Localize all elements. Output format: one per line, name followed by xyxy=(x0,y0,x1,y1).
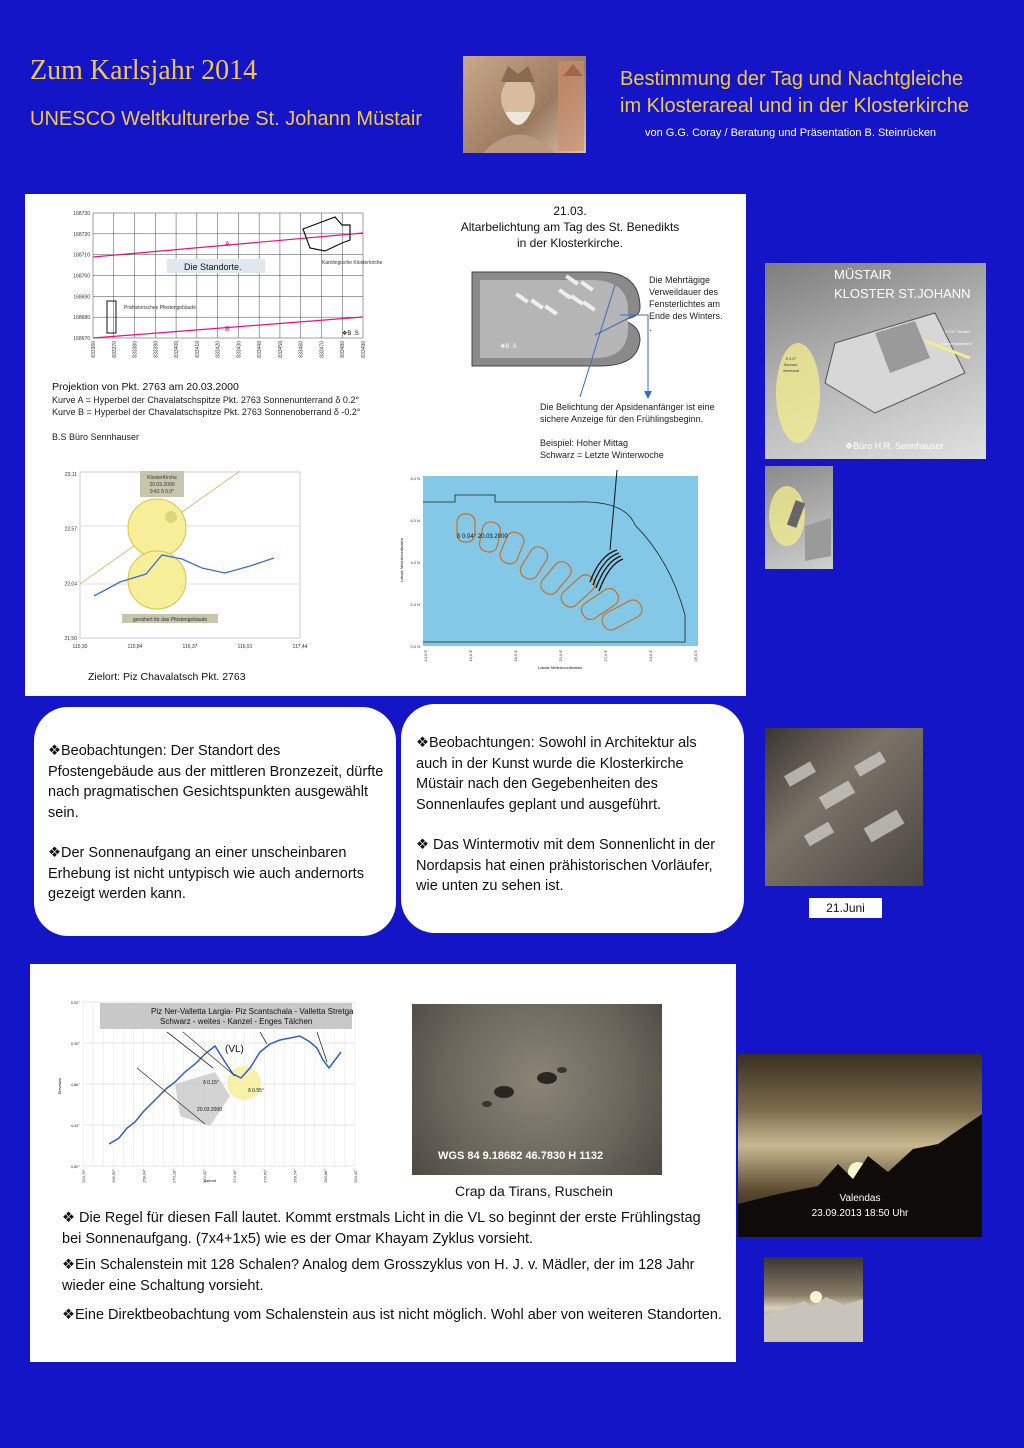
cup-stone-photo xyxy=(412,1004,662,1175)
observation-right-p2: ❖ Das Wintermotiv mit dem Sonnenlicht in der Nordapsis hat einen prähistorischen Vorläufer, wie unten zu sehen ist. xyxy=(416,837,716,894)
klosterkirche-box-line-3: 9:42 δ 0.0° xyxy=(149,489,175,495)
horizon-x-tick: 274,46° xyxy=(232,1169,238,1183)
klosterkirche-box-line-1: KlosterKirche xyxy=(147,475,177,481)
map-x-tick: 833440 xyxy=(257,341,264,358)
sun-disc-lower xyxy=(128,551,186,609)
vl-label: (VL) xyxy=(225,1044,244,1055)
horizon-x-label: Azimut xyxy=(203,1178,217,1183)
map-y-tick: 168710 xyxy=(73,252,90,259)
aerial-detail-drawing xyxy=(765,466,833,569)
direktbeobachtung-text: ❖Eine Direktbeobachtung vom Schalenstein aus ist nicht möglich. Wohl aber von weiteren Standorten. xyxy=(62,1307,722,1323)
horizon-y-tick: 5,39° xyxy=(70,1041,80,1046)
standorte-label: Die Standorte. xyxy=(184,262,242,272)
altar-line-2: in der Klosterkirche. xyxy=(516,236,624,250)
map-x-tick: 833360 xyxy=(91,341,97,358)
curve-b-description: Kurve B = Hyperbel der Chavalatschspitze Pkt. 2763 Sonnenoberrand δ -0.2° xyxy=(52,407,361,417)
map-y-tick: 168680 xyxy=(73,315,90,322)
beispiel-note xyxy=(540,437,664,461)
map-y-tick: 168670 xyxy=(73,336,90,342)
mehrtaegige-line-5: . xyxy=(649,323,652,333)
klosterkirche-box-line-2: 20.03.2000 xyxy=(149,482,175,488)
projection-title: Projektion von Pkt. 2763 am 20.03.2000 xyxy=(52,381,239,393)
horizon-y-tick: 4,33° xyxy=(70,1123,80,1128)
cup-stone-coordinates: WGS 84 9.18682 46.7830 H 1132 xyxy=(438,1150,604,1162)
site-map-chart xyxy=(60,203,383,365)
prehistoric-label: Prähistorisches Pfostengebäude xyxy=(124,305,196,311)
wall-light-drawing xyxy=(765,728,923,886)
sunset-photo xyxy=(738,1054,982,1237)
map-x-tick: 833400 xyxy=(174,341,181,358)
belichtung-line-2: sichere Anzeige für den Frühlingsbeginn. xyxy=(540,414,704,424)
observation-right-p1: ❖Beobachtungen: Sowohl in Architektur als auch in der Kunst wurde die Klosterkirche Müstair nach den Gegebenheiten des Sonnenlaufes geplant und ausgeführt. xyxy=(416,735,697,813)
plan-credit: ❖B .S xyxy=(500,344,517,350)
horizon-x-tick: 278,74° xyxy=(292,1169,298,1183)
credits-line: von G.G. Coray / Beratung und Präsentation B. Steinrücken xyxy=(645,127,937,139)
rule-text: ❖ Die Regel für diesen Fall lautet. Kommt erstmals Licht in die VL so beginnt der erste Frühlingstag bei Sonnenaufgang. (7x4+1x5) wie es der Omar Khayam Zyklus vorsieht. xyxy=(62,1210,701,1247)
horizon-delta-2: δ 0.55° xyxy=(248,1088,264,1094)
altar-date: 21.03. xyxy=(553,204,587,218)
aerial-oval-line-1: δ 0.0° xyxy=(785,356,797,361)
cup-stone-caption: Crap da Tirans, Ruschein xyxy=(455,1183,613,1199)
approx-label: genähert für das Pfostengebäude xyxy=(132,617,208,623)
sunrise-detail-photo xyxy=(764,1257,863,1342)
sun-y-tick: 23,11 xyxy=(64,472,77,478)
karolingisch-label: Karolingische Klosterkirche xyxy=(322,260,383,266)
mehrtaegige-line-4: Ende des Winters. xyxy=(649,311,723,321)
aerial-view-image xyxy=(765,263,986,459)
sunrise-detail-drawing xyxy=(764,1257,863,1342)
sun-y-ticks xyxy=(64,472,77,642)
horizon-x-tick: 270,18° xyxy=(171,1169,177,1183)
bs-credit: B.S Büro Sennhauser xyxy=(52,432,140,442)
poster-subtitle: UNESCO Weltkulturerbe St. Johann Müstair xyxy=(30,108,423,130)
sun-y-tick: 21,50 xyxy=(64,636,77,642)
map-x-tick: 833390 xyxy=(153,341,160,358)
curve-a-description: Kurve A = Hyperbel der Chavalatschspitze Pkt. 2763 Sonnenunterrand δ 0.2° xyxy=(52,395,360,405)
map-x-ticks xyxy=(91,341,367,358)
sun-x-tick: 116,37 xyxy=(182,644,198,650)
map-y-tick: 168690 xyxy=(73,294,90,301)
plan-x-tick: 20,0 E xyxy=(558,650,563,662)
belichtung-line-1: Die Belichtung der Apsidenanfänger ist eine xyxy=(540,402,715,412)
horizon-delta-1: δ 0.15° xyxy=(203,1080,219,1086)
sunset-datetime: 23.09.2013 18:50 Uhr xyxy=(811,1208,909,1219)
aerial-oval-label xyxy=(783,356,799,374)
sun-x-tick: 117,44 xyxy=(292,644,308,650)
juni-label: 21.Juni xyxy=(809,898,882,918)
horizon-sun-disc xyxy=(227,1066,261,1100)
pointer-line-3 xyxy=(620,315,648,397)
curve-a-label: A xyxy=(225,241,230,248)
horizon-y-tick: 3,80° xyxy=(70,1164,80,1169)
plan-x-ticks xyxy=(423,650,698,662)
plan-y-label: Lokale Meterkoordinaten xyxy=(399,537,404,583)
sun-x-tick: 116,91 xyxy=(237,644,253,650)
plan-y-tick: 0,0 N xyxy=(410,644,420,649)
horizon-x-tick: 268,04° xyxy=(141,1169,147,1183)
sun-x-tick: 115,84 xyxy=(127,644,143,650)
sun-y-tick: 22,57 xyxy=(64,526,77,533)
aerial-title-line-1: MÜSTAIR xyxy=(834,267,892,282)
altar-line-1: Altarbelichtung am Tag des St. Benedikts xyxy=(460,220,680,234)
map-x-tick: 833450 xyxy=(277,341,284,358)
subject-heading xyxy=(620,66,969,120)
observation-bubble-left xyxy=(34,707,396,936)
plan-y-tick: 6,0 N xyxy=(410,518,420,523)
belichtung-note xyxy=(540,401,715,425)
map-x-tick: 833420 xyxy=(215,341,222,358)
plan-x-tick: 24,0 E xyxy=(648,650,653,662)
sun-disc-upper xyxy=(128,499,186,557)
mehrtaegige-line-2: Verweildauer des xyxy=(649,287,719,297)
plan-delta-label: δ 0.04° 20.03.2000 xyxy=(457,534,508,540)
zielort-label: Zielort: Piz Chavalatsch Pkt. 2763 xyxy=(88,671,246,683)
horizon-y-tick: 5,92° xyxy=(70,1000,80,1005)
plan-y-ticks xyxy=(410,476,420,649)
plan-x-tick: 26,0 E xyxy=(693,650,698,662)
mehrtaegige-line-1: Die Mehrtägige xyxy=(649,275,711,285)
map-credit: ❖B .S xyxy=(342,331,359,337)
karl-portrait-image xyxy=(463,56,586,153)
aerial-window-label: δ 0.0° Fenster xyxy=(945,329,971,334)
horizon-date: 20.03.2000 xyxy=(197,1107,223,1113)
horizon-x-tick: 276,60° xyxy=(262,1169,268,1183)
pointer-line-2 xyxy=(580,285,615,397)
sun-x-ticks xyxy=(73,644,308,650)
aerial-oval-line-3: oberrand xyxy=(783,368,800,373)
horizon-x-tick: 272,32° xyxy=(201,1169,207,1183)
aerial-title-line-2: KLOSTER ST.JOHANN xyxy=(834,286,971,301)
observation-bubble-right xyxy=(401,704,744,933)
wall-light-photo xyxy=(765,728,923,886)
pointer-arrowhead xyxy=(644,391,652,399)
aerial-oval-line-2: Sonnen- xyxy=(783,362,799,367)
map-x-tick: 833380 xyxy=(132,341,139,358)
aerial-credit: ❖Büro H.R. Sennhauser xyxy=(845,441,944,451)
plan-x-tick: 22,0 E xyxy=(603,650,608,662)
sunset-place: Valendas xyxy=(839,1193,881,1204)
map-x-tick: 833470 xyxy=(319,341,326,358)
curve-b-label: B xyxy=(225,326,230,333)
aerial-rim-label: Sonnenunterrand xyxy=(941,341,972,346)
sunset-caption xyxy=(738,1191,982,1221)
subject-line-2: im Klosterareal und in der Klosterkirche xyxy=(620,95,970,117)
aerial-detail-image xyxy=(765,466,833,569)
map-y-tick: 168720 xyxy=(73,231,90,238)
horizon-x-tick: 265,90° xyxy=(111,1169,117,1183)
map-x-tick: 833480 xyxy=(340,341,347,358)
plan-y-tick: 2,0 N xyxy=(410,602,420,607)
plan-x-tick: 18,0 E xyxy=(513,650,518,662)
aerial-title xyxy=(834,265,971,303)
plan-y-tick: 4,0 N xyxy=(410,560,420,565)
horizon-x-ticks xyxy=(81,1169,358,1183)
plan-chart-background xyxy=(423,476,698,646)
portrait-drawing xyxy=(463,56,586,153)
map-y-tick: 168700 xyxy=(73,273,90,280)
altar-caption xyxy=(430,203,710,251)
map-x-tick: 833430 xyxy=(236,341,243,358)
beispiel-line-2: Schwarz = Letzte Winterwoche xyxy=(540,450,664,460)
mehrtaegige-line-3: Fensterlichtes am xyxy=(649,299,721,309)
sun-spot xyxy=(165,511,177,523)
map-y-tick: 168730 xyxy=(73,211,90,217)
plan-x-label: Lokale Meterkoordinaten xyxy=(537,665,583,670)
schalenstein-text: ❖Ein Schalenstein mit 128 Schalen? Analog dem Grosszyklus von H. J. v. Mädler, der im 128 Jahr wieder eine Schaltung vorsieht. xyxy=(62,1257,695,1294)
horizon-legend-line-1: Piz Ner-Valletta Largia- Piz Scantschala - Valletta Stretga xyxy=(151,1007,354,1016)
plan-pointer-arrows xyxy=(540,265,660,405)
observation-left-p2: ❖Der Sonnenaufgang an einer unscheinbaren Erhebung ist nicht untypisch wie auch andernorts gezeigt werden kann. xyxy=(48,845,364,902)
poster-title: Zum Karlsjahr 2014 xyxy=(30,55,258,86)
observation-left-p1: ❖Beobachtungen: Der Standort des Pfostengebäude aus der mittleren Bronzezeit, dürfte nach pragmatischen Gesichtspunkten ausgewählt sein. xyxy=(48,743,384,821)
horizon-x-tick: 283,02° xyxy=(353,1169,358,1183)
map-x-tick: 833410 xyxy=(194,341,201,358)
sun-x-tick: 115,30 xyxy=(72,644,88,650)
horizon-x-tick: 280,88° xyxy=(322,1169,328,1183)
horizon-chart xyxy=(55,996,367,1190)
plan-x-tick: 14,0 E xyxy=(423,650,428,662)
plan-x-tick: 16,0 E xyxy=(468,650,473,662)
subject-line-1: Bestimmung der Tag und Nachtgleiche xyxy=(620,68,964,90)
horizon-y-tick: 4,86° xyxy=(70,1082,80,1087)
mehrtaegige-note xyxy=(649,274,723,334)
horizon-legend-line-2: Schwarz - weites - Kanzel - Enges Tälchen xyxy=(160,1017,313,1026)
plan-light-chart xyxy=(395,470,710,675)
map-grid xyxy=(93,213,363,338)
horizon-x-tick: 263,76° xyxy=(81,1169,86,1183)
plan-y-tick: 8,0 N xyxy=(410,476,420,481)
pointer-line-1 xyxy=(595,315,635,335)
sun-chart-frame xyxy=(80,472,300,638)
map-x-tick: 833460 xyxy=(298,341,305,358)
sun-disc-chart xyxy=(50,466,320,656)
sun-y-tick: 22,04 xyxy=(64,581,77,588)
horizon-y-label: Elevation xyxy=(57,1077,62,1095)
horizon-y-ticks xyxy=(71,1000,81,1169)
beispiel-line-1: Beispiel: Hoher Mittag xyxy=(540,438,629,448)
map-y-ticks xyxy=(73,211,90,342)
map-x-tick: 833370 xyxy=(111,341,118,358)
map-x-tick: 833490 xyxy=(361,341,367,358)
